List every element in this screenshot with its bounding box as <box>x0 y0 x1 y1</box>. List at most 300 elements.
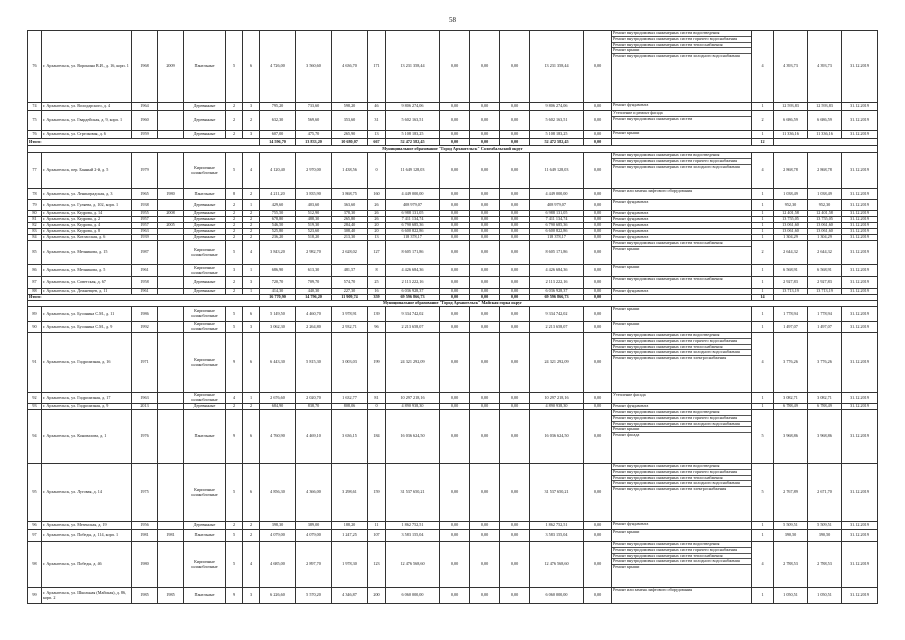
row-number: 94 <box>28 410 42 464</box>
max-unit-cost: 2 868,78 <box>808 153 842 189</box>
build-year: 1959 <box>132 131 158 139</box>
build-year: 1960 <box>132 111 158 131</box>
works-list <box>612 542 752 588</box>
max-unit-cost: 2 788,53 <box>808 542 842 588</box>
residents: 26 <box>368 211 386 217</box>
area-a3: 481,57 <box>332 265 368 277</box>
completion-date: 31.12.2019 <box>842 217 878 223</box>
max-unit-cost: 2 644,32 <box>808 241 842 265</box>
work-item: Ремонт внутридомовых инженерных систем электроснабжения <box>613 355 727 361</box>
cost-c3: 0,00 <box>470 404 500 410</box>
residents: 96 <box>368 322 386 333</box>
cost-c6: 0,00 <box>584 542 612 588</box>
cost-c2: 0,00 <box>440 211 470 217</box>
area-a2: 733,60 <box>296 103 332 111</box>
table-row <box>28 189 878 200</box>
wall-material: Деревянные <box>184 289 226 295</box>
entrances: 2 <box>243 229 260 235</box>
works-list <box>612 333 752 393</box>
floors: 4 <box>226 393 243 404</box>
address: г. Архангельск, ул. Гидролизная, д. 9 <box>42 404 132 410</box>
cost-c2: 0,00 <box>440 131 470 139</box>
address: г. Архангельск, ул. Победы, д. 114, корп. 1 <box>42 530 132 542</box>
cost-c3: 0,00 <box>470 588 500 604</box>
area-a1: 236,20 <box>260 235 296 241</box>
cost-c5: 6 600 822,86 <box>530 229 584 235</box>
area-a2: 488,30 <box>296 217 332 223</box>
cost-c6: 0,00 <box>584 588 612 604</box>
cost-c5: 3 583 155,04 <box>530 530 584 542</box>
unit-cost: 11 336,16 <box>774 131 808 139</box>
unit-cost: 13 755,05 <box>774 217 808 223</box>
address: г. Архангельск, ул. Кедрова, д. 14 <box>42 211 132 217</box>
work-count: 1 <box>752 189 774 200</box>
entrances: 4 <box>243 241 260 265</box>
work-count: 1 <box>752 103 774 111</box>
wall-material: Кирпичные шлакоблочные <box>184 464 226 522</box>
floors: 5 <box>226 241 243 265</box>
area-a3: 3 636,15 <box>332 410 368 464</box>
total-a3: 10 680,07 <box>332 139 368 146</box>
max-unit-cost: 1 497,07 <box>808 322 842 333</box>
area-a1: 525,80 <box>260 229 296 235</box>
area-a2: 518,20 <box>296 235 332 241</box>
total-c4: 0,00 <box>500 139 530 146</box>
work-item: Ремонт фундамента <box>613 222 649 227</box>
floors: 9 <box>226 588 243 604</box>
completion-date: 31.12.2019 <box>842 229 878 235</box>
build-year: 1986 <box>132 307 158 322</box>
row-number: 77 <box>28 153 42 189</box>
area-a2: 838,70 <box>296 404 332 410</box>
residents: 160 <box>368 189 386 200</box>
area-a2: 389,00 <box>296 522 332 530</box>
cost-c5: 9 334 742,02 <box>530 307 584 322</box>
address: г. Архангельск, ул. Володарского, д. 4 <box>42 103 132 111</box>
area-a1: 546,50 <box>260 223 296 229</box>
work-item: Ремонт крыши <box>612 427 751 433</box>
floors: 5 <box>226 153 243 189</box>
floors: 2 <box>226 217 243 223</box>
residents: 184 <box>368 410 386 464</box>
area-a3: 3 003,03 <box>332 333 368 393</box>
cost-c5: 11 649 128,03 <box>530 153 584 189</box>
cost-c6: 0,00 <box>584 153 612 189</box>
floors: 2 <box>226 103 243 111</box>
works-list <box>612 31 752 103</box>
cost-c5: 31 537 650,21 <box>530 464 584 522</box>
wall-material: Деревянные <box>184 217 226 223</box>
completion-date: 31.12.2019 <box>842 542 878 588</box>
row-number: 83 <box>28 229 42 235</box>
table-row <box>28 307 878 322</box>
last-repair-year <box>158 153 184 189</box>
table-row <box>28 333 878 393</box>
cost-c1: 4 890 938,30 <box>386 404 440 410</box>
work-item: Ремонт внутридомовых инженерных систем горячего водоснабжения <box>612 339 751 345</box>
area-a3: 1 978,30 <box>332 542 368 588</box>
cost-c5: 10 297 218,16 <box>530 393 584 404</box>
municipality-label: Муниципальное образование "Город Архангельск" Соломбальский округ <box>28 146 878 153</box>
unit-cost: 3 776,26 <box>774 333 808 393</box>
cost-c4: 0,00 <box>500 241 530 265</box>
build-year: 1957 <box>132 223 158 229</box>
address: г. Архангельск, ул. Коновалова, д. 1 <box>42 410 132 464</box>
unit-cost: 6 568,91 <box>774 265 808 277</box>
row-number: 75 <box>28 111 42 131</box>
cost-c4: 0,00 <box>500 542 530 588</box>
cost-c2: 0,00 <box>440 410 470 464</box>
floors: 5 <box>226 31 243 103</box>
cost-c1: 7 411 134,74 <box>386 217 440 223</box>
area-a2: 519,30 <box>296 223 332 229</box>
area-a2: 5 570,20 <box>296 588 332 604</box>
works-list <box>612 265 752 277</box>
wall-material: Деревянные <box>184 103 226 111</box>
residents: 0 <box>368 404 386 410</box>
work-count: 1 <box>752 404 774 410</box>
work-count: 2 <box>752 241 774 265</box>
cost-c6: 0,00 <box>584 200 612 211</box>
cost-c5: 24 321 292,09 <box>530 333 584 393</box>
cost-c5: 8 605 171,86 <box>530 241 584 265</box>
floors: 5 <box>226 322 243 333</box>
area-a1: 6 443,30 <box>260 333 296 393</box>
entrances: 2 <box>243 217 260 223</box>
residents: 127 <box>368 241 386 265</box>
build-year: 1971 <box>132 333 158 393</box>
completion-date: 31.12.2019 <box>842 265 878 277</box>
table-row <box>28 111 878 131</box>
floors: 2 <box>226 235 243 241</box>
work-item: Ремонт крыши <box>613 264 640 269</box>
entrances: 4 <box>243 153 260 189</box>
max-unit-cost: 4 393,73 <box>808 31 842 103</box>
wall-material: Кирпичные шлакоблочные <box>184 322 226 333</box>
cost-c2: 0,00 <box>440 235 470 241</box>
address: г. Архангельск, ул. Стрелковая, д. 6 <box>42 131 132 139</box>
table-row <box>28 410 878 464</box>
work-count: 1 <box>752 277 774 289</box>
address: г. Архангельск, ул. Ленинградская, д. 3 <box>42 189 132 200</box>
area-a1: 398,30 <box>260 522 296 530</box>
table-row <box>28 131 878 139</box>
build-year: 1964 <box>132 103 158 111</box>
area-a3: 4 636,70 <box>332 31 368 103</box>
max-unit-cost: 2 671,70 <box>808 464 842 522</box>
row-number: 95 <box>28 464 42 522</box>
wall-material: Кирпичные шлакоблочные <box>184 153 226 189</box>
floors: 5 <box>226 464 243 522</box>
cost-c1: 1 862 752,51 <box>386 522 440 530</box>
wall-material: Деревянные <box>184 131 226 139</box>
area-a1: 4 856,30 <box>260 464 296 522</box>
row-number: 93 <box>28 404 42 410</box>
cost-c4: 0,00 <box>500 277 530 289</box>
cost-c1: 5 108 183,25 <box>386 131 440 139</box>
work-count: 1 <box>752 588 774 604</box>
cost-c3: 0,00 <box>470 542 500 588</box>
area-a2: 2 982,70 <box>296 241 332 265</box>
address: г. Архангельск, ул. Кедрова, д. 2 <box>42 217 132 223</box>
cost-c6: 0,00 <box>584 464 612 522</box>
row-number: 86 <box>28 265 42 277</box>
last-repair-year <box>158 131 184 139</box>
work-item: Ремонт фундамента <box>613 234 649 239</box>
residents: 171 <box>368 31 386 103</box>
table-row <box>28 522 878 530</box>
last-repair-year <box>158 464 184 522</box>
work-item: Ремонт внутридомовых инженерных систем теплоснабжения <box>612 43 751 49</box>
unit-cost: 13 061,60 <box>774 229 808 235</box>
wall-material: Деревянные <box>184 235 226 241</box>
work-item: Ремонт внутридомовых инженерных систем теплоснабжения <box>613 276 723 281</box>
address: г. Архангельск, ул. Кедрова, д. 4 <box>42 223 132 229</box>
cost-c4: 0,00 <box>500 530 530 542</box>
area-a1: 795,20 <box>260 103 296 111</box>
cost-c2: 0,00 <box>440 542 470 588</box>
capital-repair-table <box>27 30 878 604</box>
address: г. Архангельск, ул. Школьная (Майская), д. 86, корп. 2 <box>42 588 132 604</box>
cost-c4: 0,00 <box>500 189 530 200</box>
residents: 16 <box>368 289 386 295</box>
table-row <box>28 265 878 277</box>
wall-material: Деревянные <box>184 211 226 217</box>
cost-c5: 6 790 685,36 <box>530 223 584 229</box>
cost-c6: 0,00 <box>584 211 612 217</box>
cost-c5: 2 213 658,07 <box>530 322 584 333</box>
table-row <box>28 322 878 333</box>
residents: 13 <box>368 131 386 139</box>
cost-c1: 2 113 222,16 <box>386 277 440 289</box>
cost-c1: 4 449 000,00 <box>386 189 440 200</box>
area-a1: 3 843,20 <box>260 241 296 265</box>
cost-c6: 0,00 <box>584 189 612 200</box>
cost-c6: 0,00 <box>584 229 612 235</box>
entrances: 6 <box>243 333 260 393</box>
cost-c5: 2 113 222,16 <box>530 277 584 289</box>
cost-c4: 0,00 <box>500 103 530 111</box>
residents: 25 <box>368 277 386 289</box>
residents: 20 <box>368 223 386 229</box>
cost-c4: 0,00 <box>500 410 530 464</box>
row-number: 81 <box>28 217 42 223</box>
entrances: 1 <box>243 393 260 404</box>
build-year: 1975 <box>132 464 158 522</box>
table-row <box>28 200 878 211</box>
address: г. Архангельск, ул. Мечникова, д. 15 <box>42 241 132 265</box>
unit-cost: 952,30 <box>774 200 808 211</box>
build-year: 1980 <box>132 542 158 588</box>
total-c4: 0,00 <box>500 295 530 301</box>
row-number: 91 <box>28 333 42 393</box>
floors: 8 <box>226 189 243 200</box>
works-list <box>612 588 752 604</box>
unit-cost: 13 061,60 <box>774 223 808 229</box>
work-item: Ремонт внутридомовых инженерных систем холодного водоснабжения <box>612 481 751 487</box>
address: г. Архангельск, ул. Дежневцев, д. 11 <box>42 289 132 295</box>
cost-c6: 0,00 <box>584 410 612 464</box>
area-a2: 512,90 <box>296 211 332 217</box>
entrances: 6 <box>243 31 260 103</box>
area-a3: 2 932,71 <box>332 322 368 333</box>
last-repair-year <box>158 307 184 322</box>
cost-c5: 5 108 183,25 <box>530 131 584 139</box>
unit-cost: 1 778,94 <box>774 307 808 322</box>
works-list <box>612 322 752 333</box>
floors: 2 <box>226 200 243 211</box>
residents: 199 <box>368 333 386 393</box>
cost-c1: 3 583 155,04 <box>386 530 440 542</box>
row-number: 98 <box>28 542 42 588</box>
work-item: Ремонт внутридомовых инженерных систем <box>613 115 693 121</box>
work-item: Ремонт крыши <box>613 321 640 326</box>
area-a1: 4 079,00 <box>260 530 296 542</box>
cost-c6: 0,00 <box>584 31 612 103</box>
cost-c2: 0,00 <box>440 217 470 223</box>
work-count: 1 <box>752 211 774 217</box>
last-repair-year: 1980 <box>158 189 184 200</box>
work-count: 1 <box>752 393 774 404</box>
work-count: 4 <box>752 333 774 393</box>
cost-c4: 0,00 <box>500 223 530 229</box>
work-item: Ремонт внутридомовых инженерных систем теплоснабжения <box>612 345 751 351</box>
work-item: Ремонт фундамента <box>613 199 649 204</box>
area-a2: 5 815,30 <box>296 333 332 393</box>
cost-c6: 0,00 <box>584 217 612 223</box>
area-a2: 4 079,00 <box>296 530 332 542</box>
cost-c6: 0,00 <box>584 307 612 322</box>
cost-c3: 0,00 <box>470 307 500 322</box>
area-a1: 429,60 <box>260 200 296 211</box>
area-a2: 523,60 <box>296 229 332 235</box>
entrances: 4 <box>243 542 260 588</box>
work-item: Ремонт или замена лифтового оборудования <box>613 188 693 193</box>
entrances: 2 <box>243 211 260 217</box>
floors: 9 <box>226 333 243 393</box>
cost-c1: 8 605 171,86 <box>386 241 440 265</box>
area-a1: 755,50 <box>260 211 296 217</box>
cost-c5: 1 862 752,51 <box>530 522 584 530</box>
work-count: 1 <box>752 307 774 322</box>
cost-c2: 0,00 <box>440 241 470 265</box>
unit-cost: 12 401,58 <box>774 211 808 217</box>
table-row <box>28 277 878 289</box>
residents: 26 <box>368 200 386 211</box>
cost-c1: 6 600 822,86 <box>386 229 440 235</box>
completion-date: 31.12.2019 <box>842 522 878 530</box>
completion-date: 31.12.2019 <box>842 211 878 217</box>
area-a3: 1 247,25 <box>332 530 368 542</box>
completion-date: 31.12.2019 <box>842 588 878 604</box>
floors: 9 <box>226 410 243 464</box>
area-a1: 632,30 <box>260 111 296 131</box>
work-item: Ремонт внутридомовых инженерных систем водоотведения <box>612 464 751 470</box>
unit-cost: 2 868,78 <box>774 153 808 189</box>
cost-c2: 0,00 <box>440 31 470 103</box>
last-repair-year: 2005 <box>158 223 184 229</box>
cost-c3: 0,00 <box>470 223 500 229</box>
row-number: 99 <box>28 588 42 604</box>
cost-c2: 0,00 <box>440 277 470 289</box>
row-number: 92 <box>28 393 42 404</box>
address: г. Архангельск, ул. Котласская, д. 6 <box>42 235 132 241</box>
work-item: Ремонт крыши <box>613 130 640 135</box>
work-item: Ремонт внутридомовых инженерных систем водоотведения <box>612 333 751 339</box>
cost-c2: 0,00 <box>440 530 470 542</box>
work-item: Ремонт фундамента <box>613 403 649 408</box>
unit-cost: 6 788,49 <box>774 404 808 410</box>
wall-material: Кирпичные шлакоблочные <box>184 241 226 265</box>
total-ppl: 359 <box>368 295 386 301</box>
cost-c3: 0,00 <box>470 217 500 223</box>
table-row <box>28 530 878 542</box>
area-a2: 613,30 <box>296 265 332 277</box>
entrances: 2 <box>243 111 260 131</box>
cost-c4: 0,00 <box>500 200 530 211</box>
floors: 2 <box>226 522 243 530</box>
work-count: 1 <box>752 530 774 542</box>
work-item: Ремонт внутридомовых инженерных систем горячего водоснабжения <box>612 548 751 554</box>
cost-c4: 0,00 <box>500 153 530 189</box>
cost-c3: 0,00 <box>470 229 500 235</box>
cost-c3: 0,00 <box>470 522 500 530</box>
last-repair-year: 2008 <box>158 211 184 217</box>
residents: 26 <box>368 217 386 223</box>
build-year: 1963 <box>132 229 158 235</box>
completion-date: 31.12.2019 <box>842 404 878 410</box>
address: г. Архангельск, ул. Победы, д. 46 <box>42 542 132 588</box>
entrances: 1 <box>243 200 260 211</box>
work-item: Ремонт фундамента <box>613 102 649 107</box>
municipality-label: Муниципальное образование "Город Архангельск" Майская горка округ <box>28 301 878 307</box>
build-year: 1957 <box>132 217 158 223</box>
completion-date: 31.12.2019 <box>842 200 878 211</box>
floors: 2 <box>226 404 243 410</box>
entrances: 3 <box>243 103 260 111</box>
cost-c1: 24 321 292,09 <box>386 333 440 393</box>
work-count: 5 <box>752 410 774 464</box>
table-row <box>28 103 878 111</box>
cost-c2: 0,00 <box>440 289 470 295</box>
area-a3: 213,30 <box>332 235 368 241</box>
last-repair-year: 1985 <box>158 588 184 604</box>
wall-material: Кирпичные шлакоблочные <box>184 307 226 322</box>
total-c6: 0,00 <box>584 295 612 301</box>
area-a3: 284,40 <box>332 223 368 229</box>
last-repair-year <box>158 322 184 333</box>
area-a3: 265,90 <box>332 131 368 139</box>
wall-material: Панельные <box>184 530 226 542</box>
works-list <box>612 241 752 265</box>
completion-date: 31.12.2019 <box>842 410 878 464</box>
max-unit-cost: 952,30 <box>808 200 842 211</box>
wall-material: Кирпичные шлакоблочные <box>184 265 226 277</box>
build-year: 1965 <box>132 189 158 200</box>
residents: 8 <box>368 265 386 277</box>
entrances: 2 <box>243 223 260 229</box>
cost-c3: 0,00 <box>470 333 500 393</box>
cost-c1: 6 790 685,36 <box>386 223 440 229</box>
work-item: Ремонт внутридомовых инженерных систем водоотведения <box>612 410 751 416</box>
max-unit-cost: 6 686,59 <box>808 111 842 131</box>
entrances: 3 <box>243 588 260 604</box>
work-count: 1 <box>752 200 774 211</box>
works-list <box>612 464 752 522</box>
floors: 2 <box>226 223 243 229</box>
cost-c4: 0,00 <box>500 229 530 235</box>
work-item: Ремонт внутридомовых инженерных систем горячего водоснабжения <box>612 37 751 43</box>
